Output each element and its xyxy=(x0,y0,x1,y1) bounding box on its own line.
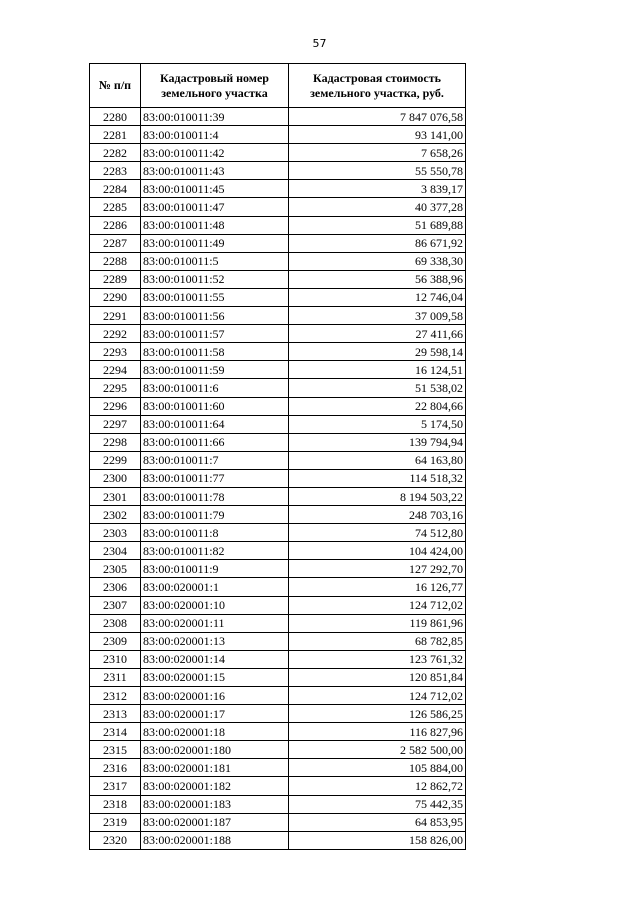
table-row xyxy=(90,578,466,596)
cadastral-number-cell: 83:00:010011:60 xyxy=(141,397,289,415)
cadastral-value-cell: 93 141,00 xyxy=(289,126,466,144)
cadastral-number-cell: 83:00:010011:47 xyxy=(141,198,289,216)
cadastral-number-cell: 83:00:020001:11 xyxy=(141,614,289,632)
row-number: 2316 xyxy=(90,759,141,777)
cadastral-number-cell: 83:00:010011:58 xyxy=(141,343,289,361)
table-row xyxy=(90,270,466,288)
cadastral-number-cell: 83:00:010011:8 xyxy=(141,524,289,542)
row-number: 2286 xyxy=(90,216,141,234)
row-number: 2281 xyxy=(90,126,141,144)
row-number: 2305 xyxy=(90,560,141,578)
cadastral-value-cell: 126 586,25 xyxy=(289,705,466,723)
cadastral-number-cell: 83:00:010011:79 xyxy=(141,506,289,524)
table-row xyxy=(90,723,466,741)
cadastral-number-cell: 83:00:010011:42 xyxy=(141,144,289,162)
row-number: 2312 xyxy=(90,687,141,705)
table-row xyxy=(90,759,466,777)
table-row xyxy=(90,705,466,723)
cadastral-number-cell: 83:00:020001:182 xyxy=(141,777,289,795)
cadastral-number-cell: 83:00:010011:55 xyxy=(141,288,289,306)
row-number: 2289 xyxy=(90,270,141,288)
table-row xyxy=(90,198,466,216)
row-number: 2315 xyxy=(90,741,141,759)
table-row xyxy=(90,831,466,849)
table-row xyxy=(90,451,466,469)
cadastral-value-cell: 7 847 076,58 xyxy=(289,108,466,126)
table-row xyxy=(90,415,466,433)
table-row xyxy=(90,343,466,361)
cadastral-value-cell: 158 826,00 xyxy=(289,831,466,849)
row-number: 2311 xyxy=(90,668,141,686)
cadastral-value-cell: 12 746,04 xyxy=(289,288,466,306)
cadastral-number-cell: 83:00:020001:18 xyxy=(141,723,289,741)
cadastral-value-cell: 40 377,28 xyxy=(289,198,466,216)
cadastral-number-cell: 83:00:010011:7 xyxy=(141,451,289,469)
cadastral-number-cell: 83:00:010011:5 xyxy=(141,252,289,270)
table-row xyxy=(90,234,466,252)
row-number: 2290 xyxy=(90,288,141,306)
cadastral-number-cell: 83:00:020001:187 xyxy=(141,813,289,831)
cadastral-value-table xyxy=(89,63,466,850)
header-num: № п/п xyxy=(90,64,141,108)
cadastral-value-cell: 69 338,30 xyxy=(289,252,466,270)
cadastral-number-cell: 83:00:010011:4 xyxy=(141,126,289,144)
row-number: 2307 xyxy=(90,596,141,614)
table-body xyxy=(90,108,466,850)
cadastral-value-cell: 12 862,72 xyxy=(289,777,466,795)
cadastral-value-cell: 22 804,66 xyxy=(289,397,466,415)
cadastral-value-cell: 86 671,92 xyxy=(289,234,466,252)
cadastral-number-cell: 83:00:010011:6 xyxy=(141,379,289,397)
row-number: 2309 xyxy=(90,632,141,650)
row-number: 2292 xyxy=(90,325,141,343)
cadastral-value-cell: 104 424,00 xyxy=(289,542,466,560)
cadastral-number-cell: 83:00:010011:66 xyxy=(141,433,289,451)
cadastral-number-cell: 83:00:020001:180 xyxy=(141,741,289,759)
cadastral-number-cell: 83:00:010011:45 xyxy=(141,180,289,198)
cadastral-number-cell: 83:00:020001:15 xyxy=(141,668,289,686)
cadastral-value-cell: 119 861,96 xyxy=(289,614,466,632)
row-number: 2302 xyxy=(90,506,141,524)
table-row xyxy=(90,126,466,144)
table-row xyxy=(90,433,466,451)
row-number: 2304 xyxy=(90,542,141,560)
row-number: 2280 xyxy=(90,108,141,126)
cadastral-value-cell: 8 194 503,22 xyxy=(289,487,466,505)
cadastral-number-cell: 83:00:020001:13 xyxy=(141,632,289,650)
cadastral-value-cell: 16 124,51 xyxy=(289,361,466,379)
table-header xyxy=(90,64,466,108)
cadastral-number-cell: 83:00:010011:48 xyxy=(141,216,289,234)
row-number: 2314 xyxy=(90,723,141,741)
cadastral-value-cell: 139 794,94 xyxy=(289,433,466,451)
row-number: 2318 xyxy=(90,795,141,813)
cadastral-value-cell: 120 851,84 xyxy=(289,668,466,686)
row-number: 2319 xyxy=(90,813,141,831)
cadastral-value-cell: 127 292,70 xyxy=(289,560,466,578)
cadastral-value-cell: 56 388,96 xyxy=(289,270,466,288)
cadastral-value-cell: 51 689,88 xyxy=(289,216,466,234)
cadastral-number-cell: 83:00:010011:9 xyxy=(141,560,289,578)
row-number: 2297 xyxy=(90,415,141,433)
cadastral-number-cell: 83:00:010011:49 xyxy=(141,234,289,252)
cadastral-value-cell: 105 884,00 xyxy=(289,759,466,777)
cadastral-value-cell: 75 442,35 xyxy=(289,795,466,813)
cadastral-value-cell: 51 538,02 xyxy=(289,379,466,397)
table-row xyxy=(90,524,466,542)
cadastral-number-cell: 83:00:010011:43 xyxy=(141,162,289,180)
cadastral-number-cell: 83:00:020001:1 xyxy=(141,578,289,596)
cadastral-number-cell: 83:00:010011:59 xyxy=(141,361,289,379)
cadastral-value-cell: 27 411,66 xyxy=(289,325,466,343)
cadastral-number-cell: 83:00:020001:16 xyxy=(141,687,289,705)
cadastral-number-cell: 83:00:020001:17 xyxy=(141,705,289,723)
table-row xyxy=(90,614,466,632)
cadastral-value-cell: 123 761,32 xyxy=(289,650,466,668)
row-number: 2295 xyxy=(90,379,141,397)
row-number: 2296 xyxy=(90,397,141,415)
cadastral-number-cell: 83:00:020001:181 xyxy=(141,759,289,777)
row-number: 2306 xyxy=(90,578,141,596)
row-number: 2320 xyxy=(90,831,141,849)
cadastral-value-cell: 16 126,77 xyxy=(289,578,466,596)
table-row xyxy=(90,397,466,415)
table-row xyxy=(90,795,466,813)
row-number: 2313 xyxy=(90,705,141,723)
cadastral-number-cell: 83:00:010011:52 xyxy=(141,270,289,288)
row-number: 2299 xyxy=(90,451,141,469)
row-number: 2284 xyxy=(90,180,141,198)
table-row xyxy=(90,361,466,379)
table-row xyxy=(90,325,466,343)
table-row xyxy=(90,180,466,198)
row-number: 2308 xyxy=(90,614,141,632)
cadastral-number-cell: 83:00:010011:56 xyxy=(141,307,289,325)
cadastral-number-cell: 83:00:010011:64 xyxy=(141,415,289,433)
header-cadastral-number: Кадастровый номер земельного участка xyxy=(141,64,289,108)
cadastral-number-cell: 83:00:020001:183 xyxy=(141,795,289,813)
cadastral-value-cell: 29 598,14 xyxy=(289,343,466,361)
row-number: 2317 xyxy=(90,777,141,795)
cadastral-number-cell: 83:00:010011:82 xyxy=(141,542,289,560)
header-cadastral-value: Кадастровая стоимость земельного участка, руб. xyxy=(289,64,466,108)
table-row xyxy=(90,252,466,270)
cadastral-value-cell: 114 518,32 xyxy=(289,469,466,487)
row-number: 2285 xyxy=(90,198,141,216)
table-row xyxy=(90,777,466,795)
cadastral-number-cell: 83:00:020001:10 xyxy=(141,596,289,614)
cadastral-value-cell: 5 174,50 xyxy=(289,415,466,433)
table-row xyxy=(90,307,466,325)
cadastral-value-cell: 68 782,85 xyxy=(289,632,466,650)
table-row xyxy=(90,560,466,578)
table-row xyxy=(90,668,466,686)
cadastral-value-cell: 64 163,80 xyxy=(289,451,466,469)
row-number: 2291 xyxy=(90,307,141,325)
cadastral-value-cell: 7 658,26 xyxy=(289,144,466,162)
table-row xyxy=(90,288,466,306)
table-row xyxy=(90,216,466,234)
table-row xyxy=(90,162,466,180)
table-row xyxy=(90,108,466,126)
table-row xyxy=(90,632,466,650)
cadastral-number-cell: 83:00:020001:188 xyxy=(141,831,289,849)
row-number: 2282 xyxy=(90,144,141,162)
cadastral-value-cell: 116 827,96 xyxy=(289,723,466,741)
table-row xyxy=(90,596,466,614)
page-number: 57 xyxy=(312,37,327,50)
cadastral-number-cell: 83:00:010011:78 xyxy=(141,487,289,505)
cadastral-value-cell: 248 703,16 xyxy=(289,506,466,524)
header-row xyxy=(90,64,466,108)
cadastral-value-cell: 124 712,02 xyxy=(289,596,466,614)
cadastral-number-cell: 83:00:010011:77 xyxy=(141,469,289,487)
table-row xyxy=(90,469,466,487)
row-number: 2283 xyxy=(90,162,141,180)
row-number: 2287 xyxy=(90,234,141,252)
table-row xyxy=(90,542,466,560)
cadastral-number-cell: 83:00:020001:14 xyxy=(141,650,289,668)
table-row xyxy=(90,379,466,397)
table-row xyxy=(90,144,466,162)
row-number: 2300 xyxy=(90,469,141,487)
row-number: 2301 xyxy=(90,487,141,505)
table-row xyxy=(90,741,466,759)
row-number: 2294 xyxy=(90,361,141,379)
row-number: 2298 xyxy=(90,433,141,451)
cadastral-number-cell: 83:00:010011:39 xyxy=(141,108,289,126)
cadastral-value-cell: 124 712,02 xyxy=(289,687,466,705)
cadastral-value-cell: 74 512,80 xyxy=(289,524,466,542)
cadastral-value-cell: 37 009,58 xyxy=(289,307,466,325)
table-row xyxy=(90,813,466,831)
cadastral-value-cell: 55 550,78 xyxy=(289,162,466,180)
cadastral-value-cell: 64 853,95 xyxy=(289,813,466,831)
cadastral-value-cell: 3 839,17 xyxy=(289,180,466,198)
cadastral-number-cell: 83:00:010011:57 xyxy=(141,325,289,343)
row-number: 2288 xyxy=(90,252,141,270)
table-row xyxy=(90,650,466,668)
table-row xyxy=(90,487,466,505)
row-number: 2293 xyxy=(90,343,141,361)
table-row xyxy=(90,687,466,705)
table-row xyxy=(90,506,466,524)
row-number: 2303 xyxy=(90,524,141,542)
cadastral-value-cell: 2 582 500,00 xyxy=(289,741,466,759)
row-number: 2310 xyxy=(90,650,141,668)
